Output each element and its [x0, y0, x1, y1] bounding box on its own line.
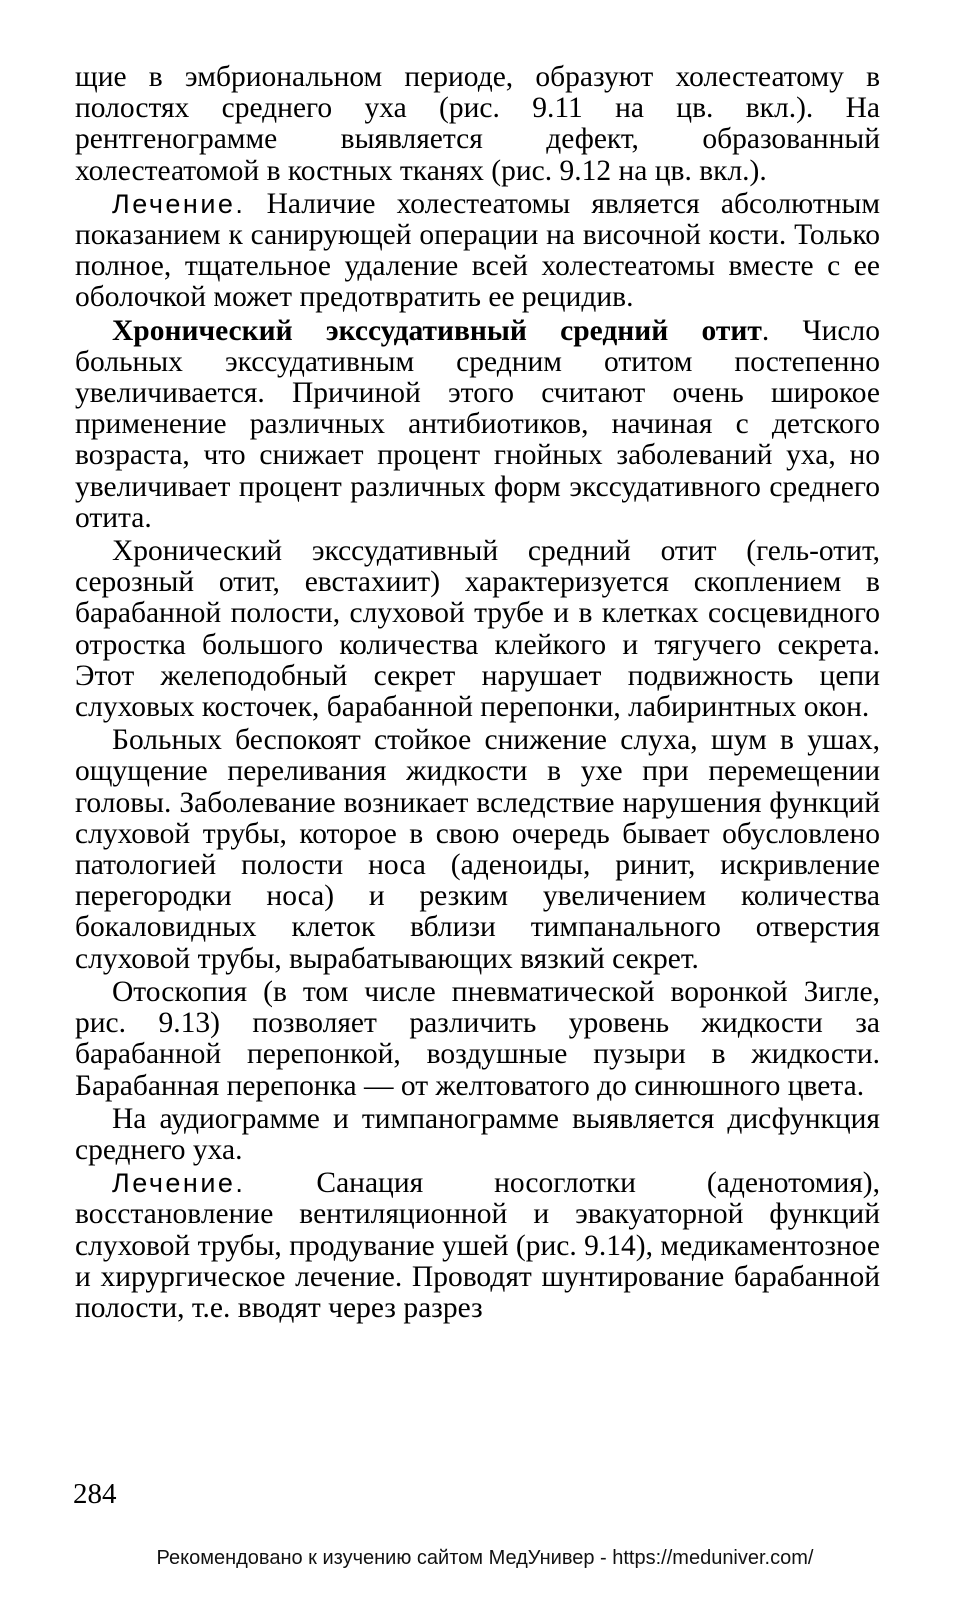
paragraph-8	[75, 1168, 880, 1324]
paragraph-7-text: На аудиограмме и тимпанограмме выявляется дисфункция среднего уха.	[75, 1102, 880, 1166]
paragraph-4	[75, 536, 880, 723]
section-heading: Хронический экссудативный средний отит	[112, 314, 762, 347]
page-body	[75, 62, 880, 1324]
treatment-heading-2: Лечение.	[112, 1168, 246, 1199]
paragraph-1-text: щие в эмбриональном периоде, образуют холестеатому в полостях среднего уха (рис. 9.11 на цв. вкл.). На рентгенограмме выявляется дефект, образованный холестеатомой в костных тканях (рис. 9.12 на цв. вкл.).	[75, 61, 880, 187]
footer-link-text: Рекомендовано к изучению сайтом МедУнивер - https://meduniver.com/	[156, 1547, 814, 1569]
paragraph-1	[75, 62, 880, 187]
paragraph-6-text: Отоскопия (в том числе пневматической воронкой Зигле, рис. 9.13) позволяет различить уровень жидкости за барабанной перепонкой, воздушные пузыри в жидкости. Барабанная перепонка — от желтоватого до синюшного цвета.	[75, 975, 880, 1102]
paragraph-7	[75, 1104, 880, 1166]
paragraph-5	[75, 725, 880, 975]
paragraph-3-text: . Число больных экссудативным средним отитом постепенно увеличивается. Причиной этого считают очень широкое применение различных антибиотиков, начиная с детского возраста, что снижает процент гнойных заболеваний уха, но увеличивает процент различных форм экссудативного среднего отита.	[75, 314, 880, 534]
paragraph-5-text: Больных беспокоят стойкое снижение слуха, шум в ушах, ощущение переливания жидкости в ухе при перемещении головы. Заболевание возникает вследствие нарушения функций слуховой трубы, которое в свою очередь бывает обусловлено патологией полости носа (аденоиды, ринит, искривление перегородки носа) и резким увеличением количества бокаловидных клеток вблизи тимпанального отверстия слуховой трубы, вырабатывающих вязкий секрет.	[75, 724, 880, 975]
paragraph-8-text: Санация носоглотки (аденотомия), восстановление вентиляционной и эвакуаторной функций слуховой трубы, продувание ушей (рис. 9.14), медикаментозное и хирургическое лечение. Проводят шунтирование барабанной полости, т.е. вводят через разрез	[75, 1167, 880, 1324]
paragraph-2-text: Наличие холестеатомы является абсолютным показанием к санирующей операции на височной кости. Только полное, тщательное удаление всей холестеатомы вместе с ее оболочкой может предотвратить ее рецидив.	[75, 187, 880, 314]
paragraph-3	[75, 316, 880, 534]
treatment-heading: Лечение.	[112, 188, 246, 219]
paragraph-6	[75, 977, 880, 1102]
paragraph-4-text: Хронический экссудативный средний отит (гель-отит, серозный отит, евстахиит) характеризуется скоплением в барабанной полости, слуховой трубе и в клетках сосцевидного отростка большого количества клейкого и тягучего секрета. Этот желеподобный секрет нарушает подвижность цепи слуховых косточек, барабанной перепонки, лабиринтных окон.	[75, 535, 880, 724]
paragraph-2	[75, 189, 880, 314]
page-number: 284	[73, 1478, 117, 1510]
